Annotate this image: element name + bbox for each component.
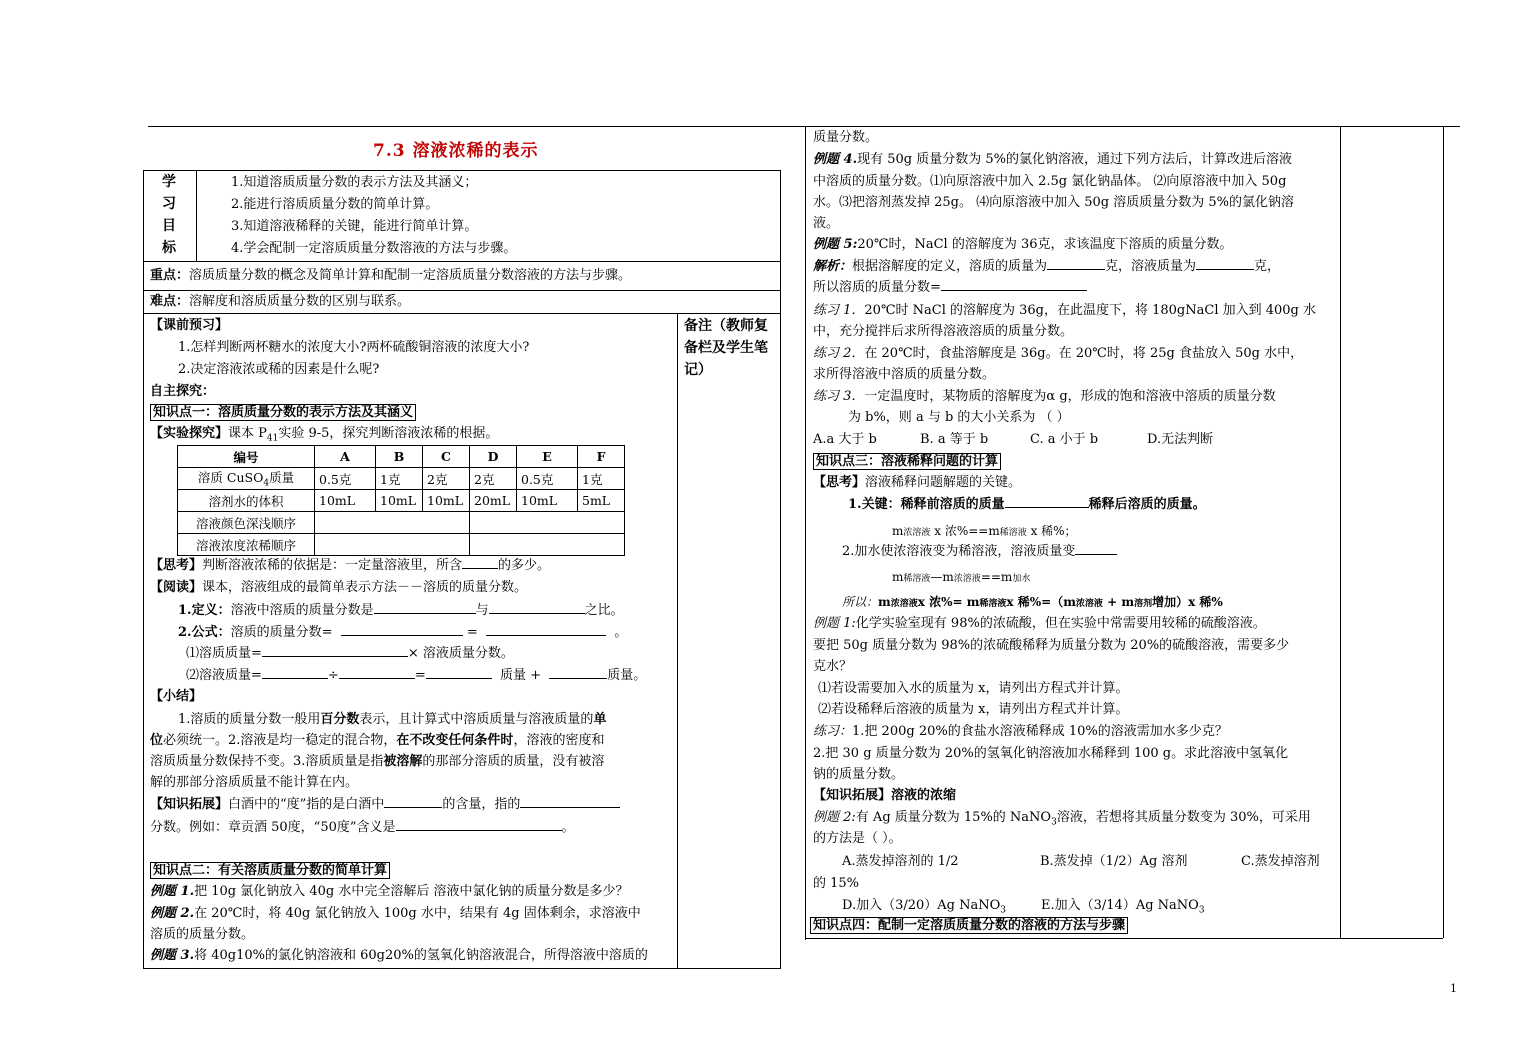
analysis-text: 根据溶解度的定义，溶质的质量为 [852, 259, 1048, 274]
example-1-text: 把 10g 氯化钠放入 40g 水中完全溶解后 溶液中氯化钠的质量分数是多少？ [194, 884, 629, 899]
experiment-heading: 【实验探究】 [150, 426, 229, 441]
practice-2-label: 练习 2． [813, 346, 865, 361]
table-header-row [178, 446, 625, 468]
formula-1-a: ⑴溶质质量= [186, 646, 262, 661]
objectives-bottom [143, 261, 780, 262]
difficulty [150, 292, 410, 312]
example-2-label: 例题 2. [150, 906, 195, 921]
right-practice-1 [813, 722, 1228, 742]
definition-blank-2 [489, 601, 585, 614]
summary-1-a: 1.溶质的质量分数一般用 [178, 712, 321, 727]
table-header-cell: E [517, 446, 578, 468]
left-frame-right [780, 170, 781, 969]
table-cell: 10mL [423, 490, 470, 512]
definition-text: 溶液中溶质的质量分数是 [230, 603, 374, 618]
table-row-label: 溶液颜色深浅顺序 [178, 512, 315, 534]
formula-2-blank-4 [549, 666, 607, 679]
right-practice-1-text: 1.把 200g 20%的食盐水溶液稀释成 10%的溶液需加水多少克？ [852, 724, 1228, 739]
top-rule [148, 126, 1460, 127]
table-cell: 2克 [470, 468, 517, 490]
so-sub-3: 浓溶液 [1075, 599, 1103, 609]
table-cell: 10mL [376, 490, 423, 512]
formula-1-b: × 溶液质量分数。 [407, 646, 514, 661]
difficulty-bottom [143, 313, 780, 314]
table-cell-empty [315, 534, 470, 556]
knowledge-point-1-label: 知识点一：溶质质量分数的表示方法及其涵义 [150, 404, 416, 421]
right-example-2-text: 有 Ag 质量分数为 15%的 NaNO [855, 810, 1052, 825]
key-1-blank [1005, 495, 1089, 508]
table-cell: 0.5克 [517, 468, 578, 490]
practice-2b: 求所得溶液中溶质的质量分数。 [813, 367, 996, 382]
experiment-table [177, 445, 625, 556]
right-example-2-label: 例题 2: [813, 810, 856, 825]
table-row [178, 512, 625, 534]
example-1 [150, 882, 629, 902]
right-example-1 [813, 614, 1266, 634]
option-e-text: E.加入（3/14）Ag NaNO [1041, 898, 1199, 913]
eq2-sub-3: 加水 [1012, 574, 1031, 584]
formula-2-c: = [414, 668, 426, 683]
summary-3-b: 被溶解 [383, 754, 423, 769]
formula-text: 溶质的质量分数= [230, 625, 333, 640]
example-2-text: 在 20℃时，将 40g 氯化钠放入 100g 水中，结果有 4g 固体剩余，求溶液中 [194, 906, 641, 921]
summary-1-c: 表示，且计算式中溶质质量与溶液质量的 [359, 712, 594, 727]
think-tail: 的多少。 [498, 558, 551, 573]
table-cell: 10mL [315, 490, 376, 512]
notes-header-3: 记） [684, 362, 712, 378]
so-b: x 浓%= m [917, 595, 980, 609]
practice-3 [813, 387, 1276, 407]
knowledge-point-4-label: 知识点四：配制一定溶质质量分数的溶液的方法与步骤 [810, 917, 1128, 934]
formula-1-blank [262, 644, 408, 657]
option-d-text: D.加入（3/20）Ag NaNO [842, 898, 1001, 913]
think-blank [462, 556, 498, 569]
think-line [150, 556, 550, 576]
objective-3: 3.知道溶液稀释的关键，能进行简单计算。 [231, 219, 478, 234]
center-rule [805, 126, 806, 940]
page-title: 7.3 溶液浓稀的表示 [373, 141, 539, 161]
extension-text: 白酒中的“度”指的是白酒中 [228, 797, 385, 812]
row1-sub: 4 [263, 478, 270, 489]
right-practice-2b: 钠的质量分数。 [813, 767, 905, 782]
eq2-m: m [892, 570, 904, 584]
right-extension [813, 786, 956, 806]
knowledge-point-1 [150, 403, 416, 423]
practice-3-label: 练习 3． [813, 389, 865, 404]
practice-1 [813, 301, 1316, 321]
practice-3-opt-c: C. a 小于 b [1030, 432, 1099, 447]
practice-2-text: 在 20℃时，食盐溶解度是 36g。在 20℃时，将 25g 食盐放入 50g 水中， [864, 346, 1304, 361]
table-cell: 5mL [578, 490, 625, 512]
table-row-label [178, 468, 315, 490]
analysis-end: 克， [1254, 259, 1281, 274]
eq1-sub-1: 浓溶液 [903, 528, 931, 538]
eq2-m3: ==m [980, 570, 1013, 584]
example-2 [150, 904, 641, 924]
example-5-text: 20℃时，NaCl 的溶解度为 36克，求该温度下溶质的质量分数。 [857, 237, 1233, 252]
right-think [813, 473, 1021, 493]
formula-2-d: 质量 + [499, 668, 542, 683]
so-label: 所以： [842, 595, 879, 609]
summary-2-c: 在不改变任何条件时 [396, 733, 514, 748]
objectives-label-divider [196, 170, 197, 261]
summary-2-d: ，溶液的密度和 [513, 733, 605, 748]
formula-2-e: 质量。 [607, 668, 647, 683]
eq1-end: x 稀%； [1030, 524, 1077, 538]
extension-blank-3 [396, 818, 562, 831]
table-cell: 20mL [470, 490, 517, 512]
read-text: 课本，溶液组成的最简单表示方法－－溶质的质量分数。 [202, 580, 528, 595]
notes-header-1: 备注（教师复 [684, 318, 768, 334]
example-3 [150, 946, 648, 966]
objective-2: 2.能进行溶质质量分数的简单计算。 [231, 197, 439, 212]
example-4-text: 现有 50g 质量分数为 5%的氯化钠溶液，通过下列方法后，计算改进后溶液 [857, 152, 1292, 167]
formula-2-blank-3 [426, 666, 492, 679]
practice-1-label: 练习 1． [813, 303, 865, 318]
example-3-label: 例题 3. [150, 948, 195, 963]
experiment-page-sub: 41 [266, 433, 279, 444]
summary-line-3 [150, 752, 604, 772]
extension-heading: 【知识拓展】 [150, 797, 229, 812]
self-explore-heading: 自主探究： [150, 384, 216, 399]
summary-2-a: 位 [150, 733, 164, 748]
eq1-sub-2: 稀溶液 [999, 528, 1027, 538]
example-3-text: 将 40g10%的氯化钠溶液和 60g20%的氢氧化钠溶液混合，所得溶液中溶质的 [194, 948, 648, 963]
right-bottom-rule [805, 938, 1443, 939]
right-example-2-sub: 3 [1051, 817, 1057, 828]
practice-2 [813, 344, 1303, 364]
formula-2 [186, 666, 646, 686]
option-c: C.蒸发掉溶剂 [1241, 854, 1320, 869]
notes-header-2: 备栏及学生笔 [684, 340, 768, 356]
table-cell: 0.5克 [315, 468, 376, 490]
formula-2-blank-2 [339, 666, 415, 679]
row1-label-2: 质量 [269, 470, 295, 486]
right-example-1c: 克水？ [813, 659, 853, 674]
analysis-mid: 克，溶液质量为 [1105, 259, 1197, 274]
example-4 [813, 150, 1292, 170]
so-sub-4: 溶剂 [1134, 599, 1153, 609]
key-point [150, 266, 631, 286]
knowledge-point-2 [150, 861, 390, 881]
difficulty-label: 难点： [150, 294, 190, 309]
left-frame-bottom [143, 968, 780, 969]
option-a: A.蒸发掉溶剂的 1/2 [842, 854, 959, 869]
so-a: m [878, 595, 891, 609]
objectives-label-1: 学 [162, 174, 176, 190]
read-heading: 【阅读】 [150, 580, 203, 595]
right-extension-text: 溶液的浓缩 [891, 788, 957, 803]
practice-1-text: 20℃时 NaCl 的溶解度为 36g，在此温度下，将 180gNaCl 加入到 400g 水 [864, 303, 1317, 318]
right-edge-rule [1443, 126, 1444, 938]
practice-3-opt-a: A.a 大于 b [813, 432, 877, 447]
practice-1b: 中，充分搅拌后求所得溶液溶质的质量分数。 [813, 324, 1074, 339]
summary-1-d: 单 [593, 712, 607, 727]
analysis-blank-3 [941, 278, 1087, 291]
analysis-blank-1 [1047, 257, 1105, 270]
summary-2-b: 必须统一。2.溶液是均一稳定的混合物， [163, 733, 397, 748]
right-practice-2: 2.把 30 g 质量分数为 20%的氢氧化钠溶液加水稀释到 100 g。求此溶液中氢氧化 [813, 746, 1289, 761]
practice-3-text: 一定温度时，某物质的溶解度为α g，形成的饱和溶液中溶质的质量分数 [864, 389, 1276, 404]
objectives-top [143, 170, 780, 171]
option-d-sub: 3 [1000, 905, 1007, 916]
practice-3-opt-d: D.无法判断 [1147, 432, 1214, 447]
example-4-label: 例题 4. [813, 152, 858, 167]
objective-4: 4.学会配制一定溶质质量分数溶液的方法与步骤。 [231, 241, 517, 256]
example-4c: 水。⑶把溶剂蒸发掉 25g。 ⑷向原溶液中加入 50g 溶质质量分数为 5%的氯化钠溶 [813, 195, 1295, 210]
think-heading: 【思考】 [150, 558, 203, 573]
formula-end: 。 [614, 625, 628, 640]
extension-2-end: 。 [561, 820, 575, 835]
table-cell: 1克 [578, 468, 625, 490]
option-b: B.蒸发掉（1/2）Ag 溶剂 [1040, 854, 1188, 869]
table-header-cell: B [376, 446, 423, 468]
knowledge-point-2-label: 知识点二：有关溶质质量分数的简单计算 [150, 862, 390, 879]
so-sub-2: 稀溶液 [979, 599, 1007, 609]
table-row [178, 490, 625, 512]
example-5 [813, 235, 1233, 255]
so-c: x 稀%=（m [1006, 595, 1076, 609]
table-header-cell: 编号 [178, 446, 315, 468]
table-row [178, 534, 625, 556]
equation-1 [892, 521, 1077, 543]
right-example-1e: ⑵若设稀释后溶液的质量为 x，请列出方程式并计算。 [818, 702, 1129, 717]
formula-blank-1 [341, 623, 463, 636]
table-cell-empty [470, 512, 625, 534]
right-practice-label: 练习： [813, 724, 853, 739]
table-row-label: 溶剂水的体积 [178, 490, 315, 512]
analysis-label: 解析： [813, 259, 853, 274]
preview-heading: 【课前预习】 [150, 318, 229, 333]
eq1-m: m [892, 524, 904, 538]
summary-3-c: 的那部分溶质的质量，没有被溶 [422, 754, 605, 769]
formula-1 [186, 644, 514, 664]
knowledge-point-4 [810, 916, 1128, 936]
right-notes-rule [1340, 126, 1341, 938]
definition-blank-1 [374, 601, 476, 614]
right-extension-heading: 【知识拓展】 [813, 788, 892, 803]
right-example-1-text: 化学实验室现有 98%的浓硫酸，但在实验中常需要用较稀的硫酸溶液。 [855, 616, 1266, 631]
table-header-cell: A [315, 446, 376, 468]
right-example-1b: 要把 50g 质量分数为 98%的浓硫酸稀释为质量分数为 20%的硫酸溶液，需要多少 [813, 638, 1290, 653]
summary-line-1 [178, 710, 606, 730]
table-cell: 10mL [517, 490, 578, 512]
row1-label: 溶质 CuSO [197, 470, 264, 486]
so-equation [842, 592, 1223, 614]
practice-3b: 为 b%，则 a 与 b 的大小关系为 （ ） [848, 410, 1070, 425]
table-header-cell: C [423, 446, 470, 468]
key-1-end: 稀释后溶质的质量。 [1088, 497, 1206, 512]
formula-line [178, 623, 627, 643]
equation-2 [892, 567, 1030, 589]
analysis [813, 257, 1280, 277]
key-2-blank [1075, 542, 1117, 555]
summary-line-2 [150, 731, 604, 751]
so-sub-1: 浓溶液 [890, 599, 918, 609]
analysis-2-text: 所以溶质的质量分数= [813, 280, 941, 295]
right-line-0: 质量分数。 [813, 130, 879, 145]
extension-line-2 [150, 818, 575, 838]
eq2-m2: —m [930, 570, 954, 584]
think-text: 判断溶液浓稀的依据是：一定量溶液里，所含 [202, 558, 463, 573]
objective-1: 1.知道溶质质量分数的表示方法及其涵义； [231, 175, 478, 190]
eq2-sub-2: 浓溶液 [953, 574, 981, 584]
key-1-text: 1.关键：稀释前溶质的质量 [848, 497, 1005, 512]
notes-column-divider [677, 313, 678, 968]
keypoint-bottom [143, 290, 780, 291]
example-5-label: 例题 5: [813, 237, 858, 252]
formula-2-blank-1 [262, 666, 328, 679]
definition-label: 1.定义： [178, 603, 231, 618]
preview-question-2: 2.决定溶液浓或稀的因素是什么呢? [178, 362, 380, 377]
option-e-sub: 3 [1198, 905, 1205, 916]
objectives-label-3: 目 [162, 218, 176, 234]
right-example-1-label: 例题 1: [813, 616, 856, 631]
table-header-cell: F [578, 446, 625, 468]
key-2 [842, 542, 1117, 562]
key-2-text: 2.加水使浓溶液变为稀溶液，溶液质量变 [842, 544, 1076, 559]
table-cell-empty [470, 534, 625, 556]
extension-blank-1 [384, 795, 442, 808]
definition-tail: 之比。 [584, 603, 624, 618]
objectives-label-4: 标 [162, 240, 176, 256]
so-d: + m [1107, 595, 1135, 609]
table-cell: 2克 [423, 468, 470, 490]
key-point-text: 溶质质量分数的概念及简单计算和配制一定溶质质量分数溶液的方法与步骤。 [189, 268, 632, 283]
formula-2-b: ÷ [327, 668, 339, 683]
experiment-text-2: 实验 9-5，探究判断溶液浓稀的根据。 [278, 426, 499, 441]
example-1-label: 例题 1. [150, 884, 195, 899]
definition-line [178, 601, 624, 621]
knowledge-point-3-label: 知识点三：溶液稀释问题的计算 [813, 453, 1001, 470]
right-example-2-tail: 溶液，若想将其质量分数变为 30%，可采用 [1056, 810, 1311, 825]
objectives-label-2: 习 [162, 196, 176, 212]
so-e: 增加）x 稀% [1152, 595, 1223, 609]
formula-2-a: ⑵溶液质量= [186, 668, 262, 683]
formula-eq: = [466, 625, 478, 640]
definition-mid: 与 [475, 603, 489, 618]
table-cell: 1克 [376, 468, 423, 490]
preview-question-1: 1.怎样判断两杯糖水的浓度大小?两杯硫酸铜溶液的浓度大小? [178, 340, 530, 355]
example-2b: 溶质的质量分数。 [150, 927, 255, 942]
example-4b: 中溶质的质量分数。⑴向原溶液中加入 2.5g 氯化钠晶体。 ⑵向原溶液中加入 50g [813, 174, 1287, 189]
extension-2-text: 分数。例如：章贡酒 50度，“50度”含义是 [150, 820, 396, 835]
example-4d: 液。 [813, 216, 840, 231]
right-think-heading: 【思考】 [813, 475, 866, 490]
analysis-blank-2 [1196, 257, 1254, 270]
right-example-2b: 的方法是（ ）。 [813, 831, 902, 846]
table-row [178, 468, 625, 490]
extension-mid: 的含量，指的 [442, 797, 521, 812]
read-line [150, 578, 527, 598]
summary-1-b: 百分数 [320, 712, 360, 727]
table-cell-empty [315, 512, 470, 534]
right-think-text: 溶液稀释问题解题的关键。 [865, 475, 1022, 490]
key-1 [848, 495, 1206, 515]
eq1-x: x 浓%==m [934, 524, 1000, 538]
practice-3-opt-b: B. a 等于 b [920, 432, 989, 447]
formula-blank-2 [486, 623, 606, 636]
summary-line-4: 解的那部分溶质质量不能计算在内。 [150, 775, 359, 790]
table-row-label: 溶液浓度浓稀顺序 [178, 534, 315, 556]
eq2-sub-1: 稀溶液 [903, 574, 931, 584]
analysis-2 [813, 278, 1087, 298]
summary-heading: 【小结】 [150, 689, 203, 704]
option-c-cont: 的 15% [813, 876, 860, 891]
formula-label: 2.公式： [178, 625, 231, 640]
right-example-1d: ⑴若设需要加入水的质量为 x，请列出方程式并计算。 [818, 681, 1129, 696]
summary-3-a: 溶质质量分数保持不变。3.溶质质量是指 [150, 754, 384, 769]
page-number: 1 [1450, 982, 1457, 995]
extension-line-1 [150, 795, 620, 815]
knowledge-point-3 [813, 452, 1001, 472]
table-header-cell: D [470, 446, 517, 468]
experiment-text: 课本 P [228, 426, 267, 441]
extension-blank-2 [520, 795, 620, 808]
key-point-label: 重点： [150, 268, 190, 283]
difficulty-text: 溶解度和溶质质量分数的区别与联系。 [189, 294, 411, 309]
